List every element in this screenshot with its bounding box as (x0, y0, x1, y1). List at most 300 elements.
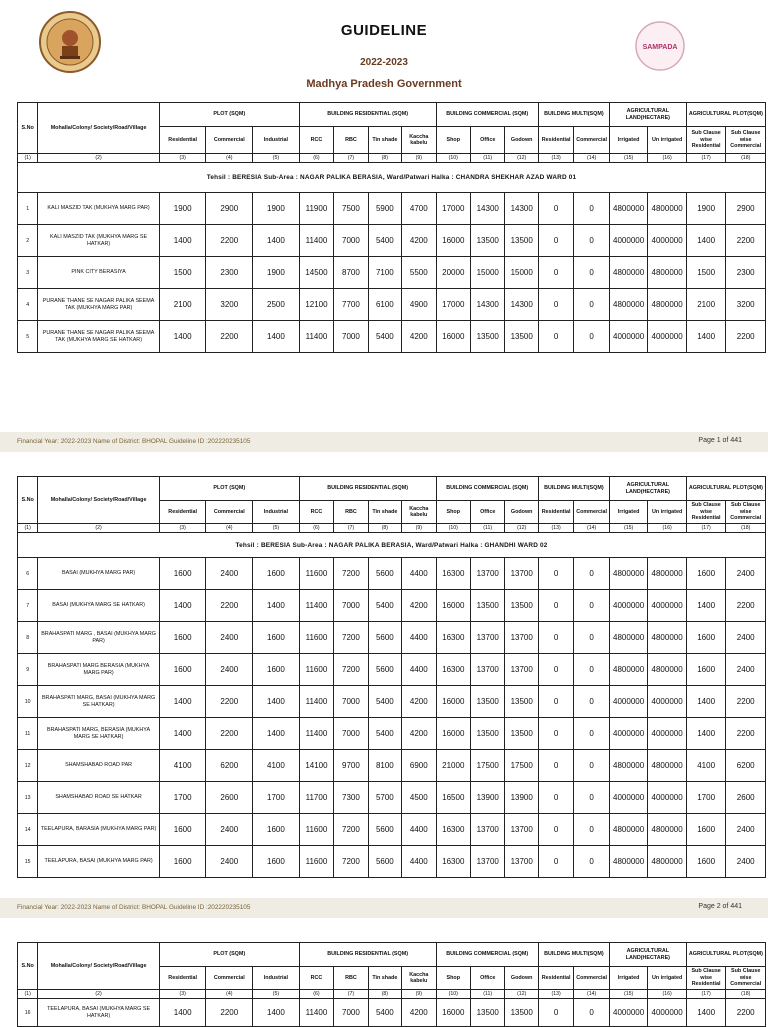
value-cell: 4000000 (648, 225, 687, 257)
value-cell: 4100 (159, 750, 206, 782)
value-cell: 16000 (436, 686, 470, 718)
value-cell: 2400 (206, 846, 253, 878)
value-cell: 2200 (206, 225, 253, 257)
locality-cell: PURANE THANE SE NAGAR PALIKA SEEMA TAK (MUKHYA MARG PAR) (38, 289, 160, 321)
value-cell: 1900 (253, 193, 300, 225)
value-cell: 4000000 (609, 321, 648, 353)
table-row (18, 654, 766, 686)
value-cell: 7300 (334, 782, 368, 814)
value-cell: 3200 (206, 289, 253, 321)
sampada-logo (634, 20, 686, 72)
value-cell: 2200 (206, 686, 253, 718)
subheader-cell: Commercial (574, 127, 609, 154)
value-cell: 4000000 (609, 686, 648, 718)
tehsil-label: Tehsil : BERESIA Sub-Area : NAGAR PALIKA BERASIA, Ward/Patwari Halka : CHANDRA SHEKHAR AZAD WARD 01 (18, 163, 766, 193)
index-cell: (4) (206, 154, 253, 163)
value-cell: 17500 (505, 750, 538, 782)
value-cell: 5400 (368, 686, 401, 718)
value-cell: 2300 (206, 257, 253, 289)
col-agri-land: AGRICULTURAL LAND(HECTARE) (609, 477, 686, 501)
value-cell: 7200 (334, 846, 368, 878)
value-cell: 11600 (299, 558, 333, 590)
page-title: GUIDELINE (340, 22, 428, 39)
value-cell: 0 (574, 225, 609, 257)
subheader-cell: Sub Clause wise Commercial (726, 967, 766, 990)
value-cell: 4800000 (648, 558, 687, 590)
value-cell: 1400 (686, 999, 726, 1027)
index-cell: (14) (574, 524, 609, 533)
value-cell: 0 (574, 257, 609, 289)
value-cell: 1700 (159, 782, 206, 814)
value-cell: 16000 (436, 321, 470, 353)
value-cell: 1600 (253, 654, 300, 686)
subheader-cell: RCC (299, 501, 333, 524)
col-locality: Mohalla/Colony/ Society/Road/Village (38, 103, 160, 154)
value-cell: 11600 (299, 814, 333, 846)
subheader-cell: Residential (538, 501, 573, 524)
value-cell: 0 (538, 782, 573, 814)
value-cell: 14500 (299, 257, 333, 289)
value-cell: 4800000 (609, 289, 648, 321)
index-row (18, 524, 766, 533)
value-cell: 16500 (436, 782, 470, 814)
col-locality: Mohalla/Colony/ Society/Road/Village (38, 477, 160, 524)
subheader-cell: RCC (299, 127, 333, 154)
value-cell: 0 (574, 558, 609, 590)
value-cell: 0 (538, 846, 573, 878)
subheader-cell: Sub Clause wise Residential (686, 127, 726, 154)
value-cell: 0 (574, 654, 609, 686)
index-cell: (13) (538, 990, 573, 999)
sno-cell: 10 (18, 686, 38, 718)
col-agri-plot: AGRICULTURAL PLOT(SQM) (686, 943, 765, 967)
value-cell: 20000 (436, 257, 470, 289)
value-cell: 1900 (686, 193, 726, 225)
value-cell: 4400 (402, 654, 436, 686)
subheader-cell: Commercial (574, 501, 609, 524)
value-cell: 12100 (299, 289, 333, 321)
col-plot: PLOT (SQM) (159, 943, 299, 967)
value-cell: 1600 (686, 846, 726, 878)
sno-cell: 12 (18, 750, 38, 782)
value-cell: 0 (574, 718, 609, 750)
subheader-cell: Irrigated (609, 127, 648, 154)
value-cell: 0 (574, 193, 609, 225)
value-cell: 7000 (334, 321, 368, 353)
value-cell: 0 (538, 590, 573, 622)
index-cell: (6) (299, 990, 333, 999)
index-cell: (9) (402, 154, 436, 163)
table-row (18, 257, 766, 289)
index-cell: (11) (471, 154, 505, 163)
value-cell: 4800000 (609, 846, 648, 878)
table-row (18, 750, 766, 782)
sno-cell: 14 (18, 814, 38, 846)
value-cell: 7200 (334, 622, 368, 654)
value-cell: 13700 (471, 622, 505, 654)
value-cell: 2400 (206, 654, 253, 686)
value-cell: 0 (538, 622, 573, 654)
value-cell: 4100 (253, 750, 300, 782)
guideline-table-page-2 (17, 476, 766, 878)
value-cell: 2200 (726, 321, 766, 353)
value-cell: 11600 (299, 622, 333, 654)
subheader-cell: Sub Clause wise Commercial (726, 127, 766, 154)
guideline-table-page-1 (17, 102, 766, 353)
index-cell: (16) (648, 154, 687, 163)
col-building-residential: BUILDING RESIDENTIAL (SQM) (299, 943, 436, 967)
value-cell: 1600 (253, 558, 300, 590)
value-cell: 1400 (686, 225, 726, 257)
index-cell: (7) (334, 524, 368, 533)
value-cell: 11400 (299, 321, 333, 353)
value-cell: 5500 (402, 257, 436, 289)
value-cell: 0 (538, 750, 573, 782)
col-plot: PLOT (SQM) (159, 103, 299, 127)
value-cell: 3200 (726, 289, 766, 321)
page-footer-2 (0, 898, 768, 918)
value-cell: 4100 (686, 750, 726, 782)
subheader-cell: Office (471, 967, 505, 990)
value-cell: 2500 (253, 289, 300, 321)
value-cell: 2400 (726, 654, 766, 686)
subheader-cell: Commercial (206, 127, 253, 154)
value-cell: 13700 (471, 654, 505, 686)
subheader-cell: Godown (505, 967, 538, 990)
value-cell: 13700 (471, 846, 505, 878)
value-cell: 4800000 (648, 289, 687, 321)
index-cell: (17) (686, 990, 726, 999)
value-cell: 2400 (206, 814, 253, 846)
subheader-cell: RBC (334, 501, 368, 524)
index-cell: (16) (648, 524, 687, 533)
subheader-cell: Sub Clause wise Residential (686, 967, 726, 990)
value-cell: 4800000 (609, 622, 648, 654)
index-cell: (5) (253, 154, 300, 163)
value-cell: 4000000 (648, 782, 687, 814)
subheader-cell: Industrial (253, 967, 300, 990)
value-cell: 4000000 (648, 686, 687, 718)
subheader-cell: Office (471, 501, 505, 524)
value-cell: 0 (538, 225, 573, 257)
index-cell: (11) (471, 990, 505, 999)
value-cell: 1400 (159, 686, 206, 718)
index-cell: (5) (253, 990, 300, 999)
value-cell: 4800000 (609, 654, 648, 686)
value-cell: 0 (538, 654, 573, 686)
value-cell: 17000 (436, 289, 470, 321)
index-row (18, 990, 766, 999)
subheader-cell: Godown (505, 127, 538, 154)
index-cell: (10) (436, 154, 470, 163)
subheader-cell: RCC (299, 967, 333, 990)
index-cell: (6) (299, 524, 333, 533)
value-cell: 0 (538, 718, 573, 750)
value-cell: 4000000 (609, 225, 648, 257)
col-agri-plot: AGRICULTURAL PLOT(SQM) (686, 477, 765, 501)
value-cell: 1700 (253, 782, 300, 814)
footer-info: Financial Year: 2022-2023 Name of District: BHOPAL Guideline ID :202220235105 (17, 438, 251, 445)
value-cell: 0 (538, 257, 573, 289)
value-cell: 4000000 (609, 718, 648, 750)
value-cell: 0 (538, 686, 573, 718)
year-label: 2022-2023 (360, 57, 408, 68)
page-footer-1 (0, 432, 768, 452)
value-cell: 16000 (436, 225, 470, 257)
value-cell: 4800000 (648, 654, 687, 686)
locality-cell: BASAI (MUKHYA MARG SE HATKAR) (38, 590, 160, 622)
footer-info: Financial Year: 2022-2023 Name of District: BHOPAL Guideline ID :202220235105 (17, 904, 251, 911)
index-cell: (17) (686, 154, 726, 163)
col-building-commercial: BUILDING COMMERCIAL (SQM) (436, 477, 538, 501)
value-cell: 1400 (253, 718, 300, 750)
value-cell: 2400 (206, 622, 253, 654)
value-cell: 4400 (402, 846, 436, 878)
index-row (18, 154, 766, 163)
table-row (18, 718, 766, 750)
value-cell: 1500 (686, 257, 726, 289)
value-cell: 1600 (253, 814, 300, 846)
value-cell: 16300 (436, 814, 470, 846)
value-cell: 5400 (368, 590, 401, 622)
table-row (18, 321, 766, 353)
value-cell: 13500 (471, 321, 505, 353)
value-cell: 16000 (436, 590, 470, 622)
subheader-cell: Industrial (253, 501, 300, 524)
subheader-cell: Industrial (253, 127, 300, 154)
index-cell: (12) (505, 990, 538, 999)
subheader-cell: Tin shade (368, 127, 401, 154)
sno-cell: 15 (18, 846, 38, 878)
value-cell: 4800000 (648, 846, 687, 878)
value-cell: 2400 (726, 814, 766, 846)
locality-cell: PURANE THANE SE NAGAR PALIKA SEEMA TAK (MUKHYA MARG SE HATKAR) (38, 321, 160, 353)
value-cell: 2100 (686, 289, 726, 321)
value-cell: 8700 (334, 257, 368, 289)
value-cell: 17000 (436, 193, 470, 225)
index-cell: (8) (368, 990, 401, 999)
value-cell: 2200 (726, 590, 766, 622)
index-cell: (3) (159, 990, 206, 999)
index-cell: (7) (334, 154, 368, 163)
value-cell: 2200 (206, 321, 253, 353)
subheader-cell: Godown (505, 501, 538, 524)
index-cell: (14) (574, 990, 609, 999)
subheader-cell: Sub Clause wise Residential (686, 501, 726, 524)
value-cell: 1600 (159, 654, 206, 686)
value-cell: 2600 (726, 782, 766, 814)
index-cell: (8) (368, 524, 401, 533)
locality-cell: BRAHASPATI MARG , BASAI (MUKHYA MARG PAR) (38, 622, 160, 654)
subheader-cell: Irrigated (609, 501, 648, 524)
col-agri-land: AGRICULTURAL LAND(HECTARE) (609, 103, 686, 127)
index-cell: (10) (436, 524, 470, 533)
col-building-residential: BUILDING RESIDENTIAL (SQM) (299, 103, 436, 127)
value-cell: 2200 (726, 999, 766, 1027)
value-cell: 0 (574, 590, 609, 622)
locality-cell: KALI MASZID TAK (MUKHYA MARG SE HATKAR) (38, 225, 160, 257)
value-cell: 13500 (505, 999, 538, 1027)
value-cell: 13700 (505, 846, 538, 878)
sno-cell: 2 (18, 225, 38, 257)
index-cell: (3) (159, 524, 206, 533)
locality-cell: TEELAPURA, BARASIA (MUKHYA MARG PAR) (38, 814, 160, 846)
subheader-cell: Commercial (574, 967, 609, 990)
index-cell: (9) (402, 524, 436, 533)
subheader-cell: Un irrigated (648, 127, 687, 154)
table-row (18, 686, 766, 718)
value-cell: 13500 (505, 225, 538, 257)
index-cell: (18) (726, 154, 766, 163)
table-row (18, 814, 766, 846)
locality-cell: TEELAPURA, BASAI (MUKHYA MARG PAR) (38, 846, 160, 878)
value-cell: 0 (574, 622, 609, 654)
value-cell: 7000 (334, 590, 368, 622)
value-cell: 5400 (368, 321, 401, 353)
sno-cell: 5 (18, 321, 38, 353)
value-cell: 2200 (206, 718, 253, 750)
value-cell: 15000 (471, 257, 505, 289)
value-cell: 6200 (206, 750, 253, 782)
col-building-multi: BUILDING MULTI(SQM) (538, 103, 609, 127)
value-cell: 4000000 (609, 782, 648, 814)
index-cell: (11) (471, 524, 505, 533)
value-cell: 16000 (436, 999, 470, 1027)
value-cell: 1400 (686, 686, 726, 718)
value-cell: 2100 (159, 289, 206, 321)
value-cell: 7000 (334, 999, 368, 1027)
value-cell: 7100 (368, 257, 401, 289)
value-cell: 0 (538, 289, 573, 321)
subheader-cell: Kaccha kabelu (402, 127, 436, 154)
subheader-cell: RBC (334, 127, 368, 154)
index-cell: (2) (38, 990, 160, 999)
value-cell: 7000 (334, 718, 368, 750)
value-cell: 4900 (402, 289, 436, 321)
value-cell: 1400 (253, 225, 300, 257)
subheader-cell: Kaccha kabelu (402, 967, 436, 990)
value-cell: 11700 (299, 782, 333, 814)
value-cell: 13500 (505, 590, 538, 622)
value-cell: 7200 (334, 558, 368, 590)
value-cell: 1900 (159, 193, 206, 225)
value-cell: 14300 (505, 193, 538, 225)
index-cell: (17) (686, 524, 726, 533)
value-cell: 1400 (159, 999, 206, 1027)
value-cell: 2600 (206, 782, 253, 814)
value-cell: 4800000 (609, 257, 648, 289)
value-cell: 0 (574, 750, 609, 782)
subheader-cell: Irrigated (609, 967, 648, 990)
index-cell: (15) (609, 990, 648, 999)
value-cell: 5600 (368, 654, 401, 686)
value-cell: 4000000 (648, 999, 687, 1027)
value-cell: 7000 (334, 225, 368, 257)
value-cell: 1600 (159, 846, 206, 878)
value-cell: 13700 (505, 622, 538, 654)
value-cell: 5600 (368, 846, 401, 878)
subheader-cell: Office (471, 127, 505, 154)
col-sno: S.No (18, 943, 38, 990)
value-cell: 1900 (253, 257, 300, 289)
value-cell: 7200 (334, 814, 368, 846)
value-cell: 1400 (159, 718, 206, 750)
value-cell: 5600 (368, 814, 401, 846)
col-locality: Mohalla/Colony/ Society/Road/Village (38, 943, 160, 990)
value-cell: 1600 (686, 654, 726, 686)
value-cell: 5400 (368, 225, 401, 257)
col-agri-land: AGRICULTURAL LAND(HECTARE) (609, 943, 686, 967)
value-cell: 1600 (253, 846, 300, 878)
sno-cell: 4 (18, 289, 38, 321)
locality-cell: TEELAPURA, BASAI (MUKHYA MARG SE HATKAR) (38, 999, 160, 1027)
value-cell: 14300 (505, 289, 538, 321)
index-cell: (2) (38, 524, 160, 533)
value-cell: 5400 (368, 718, 401, 750)
value-cell: 16300 (436, 558, 470, 590)
index-cell: (7) (334, 990, 368, 999)
index-cell: (12) (505, 524, 538, 533)
guideline-table-page-3 (17, 942, 766, 1027)
value-cell: 2200 (726, 718, 766, 750)
value-cell: 1400 (253, 686, 300, 718)
sno-cell: 9 (18, 654, 38, 686)
value-cell: 11400 (299, 686, 333, 718)
value-cell: 0 (574, 814, 609, 846)
value-cell: 9700 (334, 750, 368, 782)
value-cell: 4800000 (609, 814, 648, 846)
value-cell: 4400 (402, 558, 436, 590)
value-cell: 13500 (471, 718, 505, 750)
value-cell: 2900 (206, 193, 253, 225)
value-cell: 7700 (334, 289, 368, 321)
value-cell: 4200 (402, 321, 436, 353)
index-cell: (1) (18, 990, 38, 999)
value-cell: 16300 (436, 654, 470, 686)
value-cell: 1400 (686, 321, 726, 353)
table-row (18, 590, 766, 622)
value-cell: 14300 (471, 193, 505, 225)
index-cell: (4) (206, 990, 253, 999)
value-cell: 4700 (402, 193, 436, 225)
table-row (18, 289, 766, 321)
col-plot: PLOT (SQM) (159, 477, 299, 501)
index-cell: (3) (159, 154, 206, 163)
subheader-cell: Kaccha kabelu (402, 501, 436, 524)
locality-cell: KALI MASZID TAK (MUKHYA MARG PAR) (38, 193, 160, 225)
value-cell: 4200 (402, 590, 436, 622)
value-cell: 1400 (253, 590, 300, 622)
locality-cell: BRAHASPATI MARG BERASIA (MUKHYA MARG PAR) (38, 654, 160, 686)
value-cell: 1400 (253, 999, 300, 1027)
value-cell: 1400 (159, 321, 206, 353)
value-cell: 11900 (299, 193, 333, 225)
index-cell: (13) (538, 524, 573, 533)
col-sno: S.No (18, 477, 38, 524)
value-cell: 4200 (402, 686, 436, 718)
locality-cell: SHAMSHABAD ROAD PAR (38, 750, 160, 782)
index-cell: (12) (505, 154, 538, 163)
subheader-cell: RBC (334, 967, 368, 990)
sno-cell: 13 (18, 782, 38, 814)
value-cell: 4800000 (648, 257, 687, 289)
value-cell: 13500 (471, 686, 505, 718)
value-cell: 16300 (436, 846, 470, 878)
value-cell: 11400 (299, 590, 333, 622)
value-cell: 4000000 (648, 321, 687, 353)
table-row (18, 999, 766, 1027)
sno-cell: 11 (18, 718, 38, 750)
